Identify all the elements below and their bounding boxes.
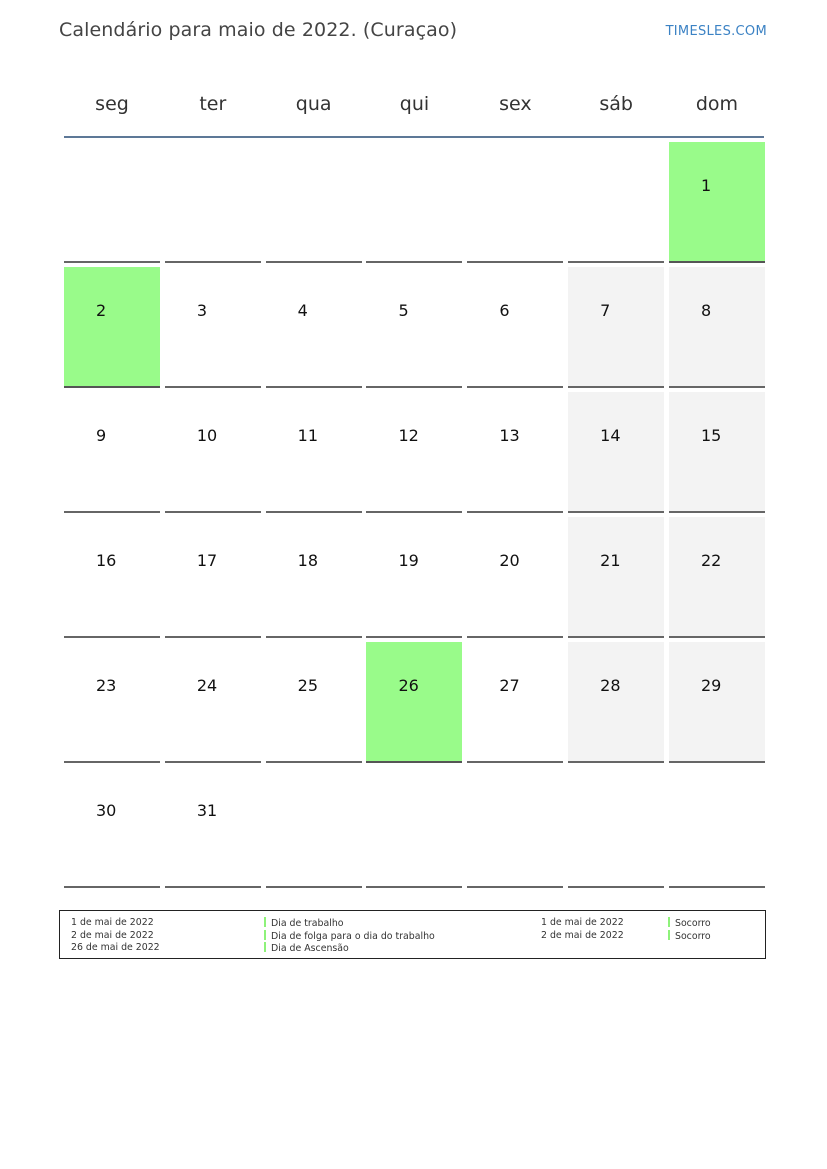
day-cell-5	[366, 267, 462, 388]
legend-date: 1 de mai de 2022	[71, 917, 154, 928]
day-cell-16	[64, 517, 160, 638]
day-number: 20	[499, 551, 520, 570]
empty-day-cell	[366, 767, 462, 888]
day-cell-27	[467, 642, 563, 763]
day-number: 10	[196, 426, 218, 445]
day-number: 4	[297, 301, 308, 320]
day-cell-2	[64, 267, 160, 388]
day-cell-28	[568, 642, 664, 763]
weekday-sab: sáb	[599, 93, 633, 115]
day-cell-19	[366, 517, 462, 638]
day-cell-12	[366, 392, 462, 513]
day-cell-20	[467, 517, 563, 638]
legend-name: Dia de trabalho	[271, 918, 344, 929]
day-number: 14	[600, 426, 621, 445]
holiday-color-marker	[264, 917, 266, 927]
empty-day-cell	[568, 142, 664, 263]
day-grid	[64, 142, 764, 888]
day-number: 1	[700, 176, 712, 195]
day-cell-6	[467, 267, 563, 388]
legend-date: 2 de mai de 2022	[71, 929, 154, 941]
legend-observance-dates	[541, 917, 624, 942]
legend-observance-types	[668, 917, 711, 942]
day-number: 7	[600, 301, 611, 320]
day-cell-31	[165, 767, 261, 888]
day-number: 9	[96, 426, 107, 445]
legend-dates	[71, 917, 160, 955]
day-number: 3	[196, 301, 208, 320]
legend-date: 26 de mai de 2022	[71, 942, 160, 953]
day-cell-9	[64, 392, 160, 513]
day-number: 2	[96, 301, 107, 320]
day-number: 24	[196, 676, 218, 695]
holiday-legend	[59, 910, 766, 959]
day-number: 21	[600, 551, 621, 570]
day-number: 31	[196, 801, 218, 820]
weekday-seg: seg	[95, 93, 129, 115]
weekday-ter: ter	[199, 93, 227, 115]
day-number: 6	[499, 301, 510, 320]
day-cell-10	[165, 392, 261, 513]
day-cell-22	[669, 517, 765, 638]
day-cell-8	[669, 267, 765, 388]
day-number: 16	[96, 551, 117, 570]
brand-link[interactable]: TIMESLES.COM	[665, 24, 767, 39]
day-cell-24	[165, 642, 261, 763]
day-number: 12	[398, 426, 419, 445]
day-number: 26	[398, 676, 419, 695]
day-cell-15	[669, 392, 765, 513]
day-cell-3	[165, 267, 261, 388]
empty-day-cell	[568, 767, 664, 888]
empty-day-cell	[266, 767, 362, 888]
day-number: 17	[196, 551, 218, 570]
day-number: 19	[398, 551, 419, 570]
page-title: Calendário para maio de 2022. (Curaçao)	[59, 19, 458, 41]
day-cell-18	[266, 517, 362, 638]
day-number: 8	[700, 301, 712, 320]
day-number: 5	[398, 301, 409, 320]
day-cell-23	[64, 642, 160, 763]
day-number: 27	[499, 676, 520, 695]
holiday-color-marker	[264, 942, 266, 952]
day-cell-7	[568, 267, 664, 388]
day-number: 23	[96, 676, 117, 695]
legend-observance-type: Socorro	[675, 930, 711, 942]
day-number: 18	[297, 551, 319, 570]
day-number: 13	[499, 426, 520, 445]
day-cell-1	[669, 142, 765, 263]
legend-name: Dia de Ascensão	[271, 943, 349, 954]
empty-day-cell	[467, 142, 563, 263]
day-cell-13	[467, 392, 563, 513]
weekday-qua: qua	[295, 93, 332, 115]
legend-observance-date: 2 de mai de 2022	[541, 929, 624, 941]
day-number: 22	[700, 551, 722, 570]
weekday-sex: sex	[499, 93, 532, 115]
weekday-dom: dom	[695, 93, 739, 115]
holiday-color-marker	[264, 930, 266, 940]
day-number: 29	[700, 676, 722, 695]
day-cell-14	[568, 392, 664, 513]
day-number: 28	[600, 676, 621, 695]
empty-day-cell	[669, 767, 765, 888]
empty-day-cell	[467, 767, 563, 888]
day-cell-21	[568, 517, 664, 638]
legend-names	[264, 917, 435, 955]
day-cell-4	[266, 267, 362, 388]
holiday-color-marker	[668, 930, 670, 940]
day-cell-11	[266, 392, 362, 513]
empty-day-cell	[266, 142, 362, 263]
day-number: 15	[700, 426, 722, 445]
empty-day-cell	[165, 142, 261, 263]
day-cell-25	[266, 642, 362, 763]
empty-day-cell	[366, 142, 462, 263]
day-cell-29	[669, 642, 765, 763]
day-number: 11	[297, 426, 319, 445]
day-cell-17	[165, 517, 261, 638]
legend-observance-type: Socorro	[675, 918, 711, 929]
weekday-qui: qui	[399, 93, 430, 115]
holiday-color-marker	[668, 917, 670, 927]
day-number: 25	[297, 676, 319, 695]
calendar	[63, 72, 764, 888]
empty-day-cell	[64, 142, 160, 263]
day-number: 30	[96, 801, 117, 820]
legend-name: Dia de folga para o dia do trabalho	[271, 930, 435, 942]
weekday-header-row	[64, 72, 764, 138]
day-cell-26	[366, 642, 462, 763]
day-cell-30	[64, 767, 160, 888]
legend-observance-date: 1 de mai de 2022	[541, 917, 624, 928]
